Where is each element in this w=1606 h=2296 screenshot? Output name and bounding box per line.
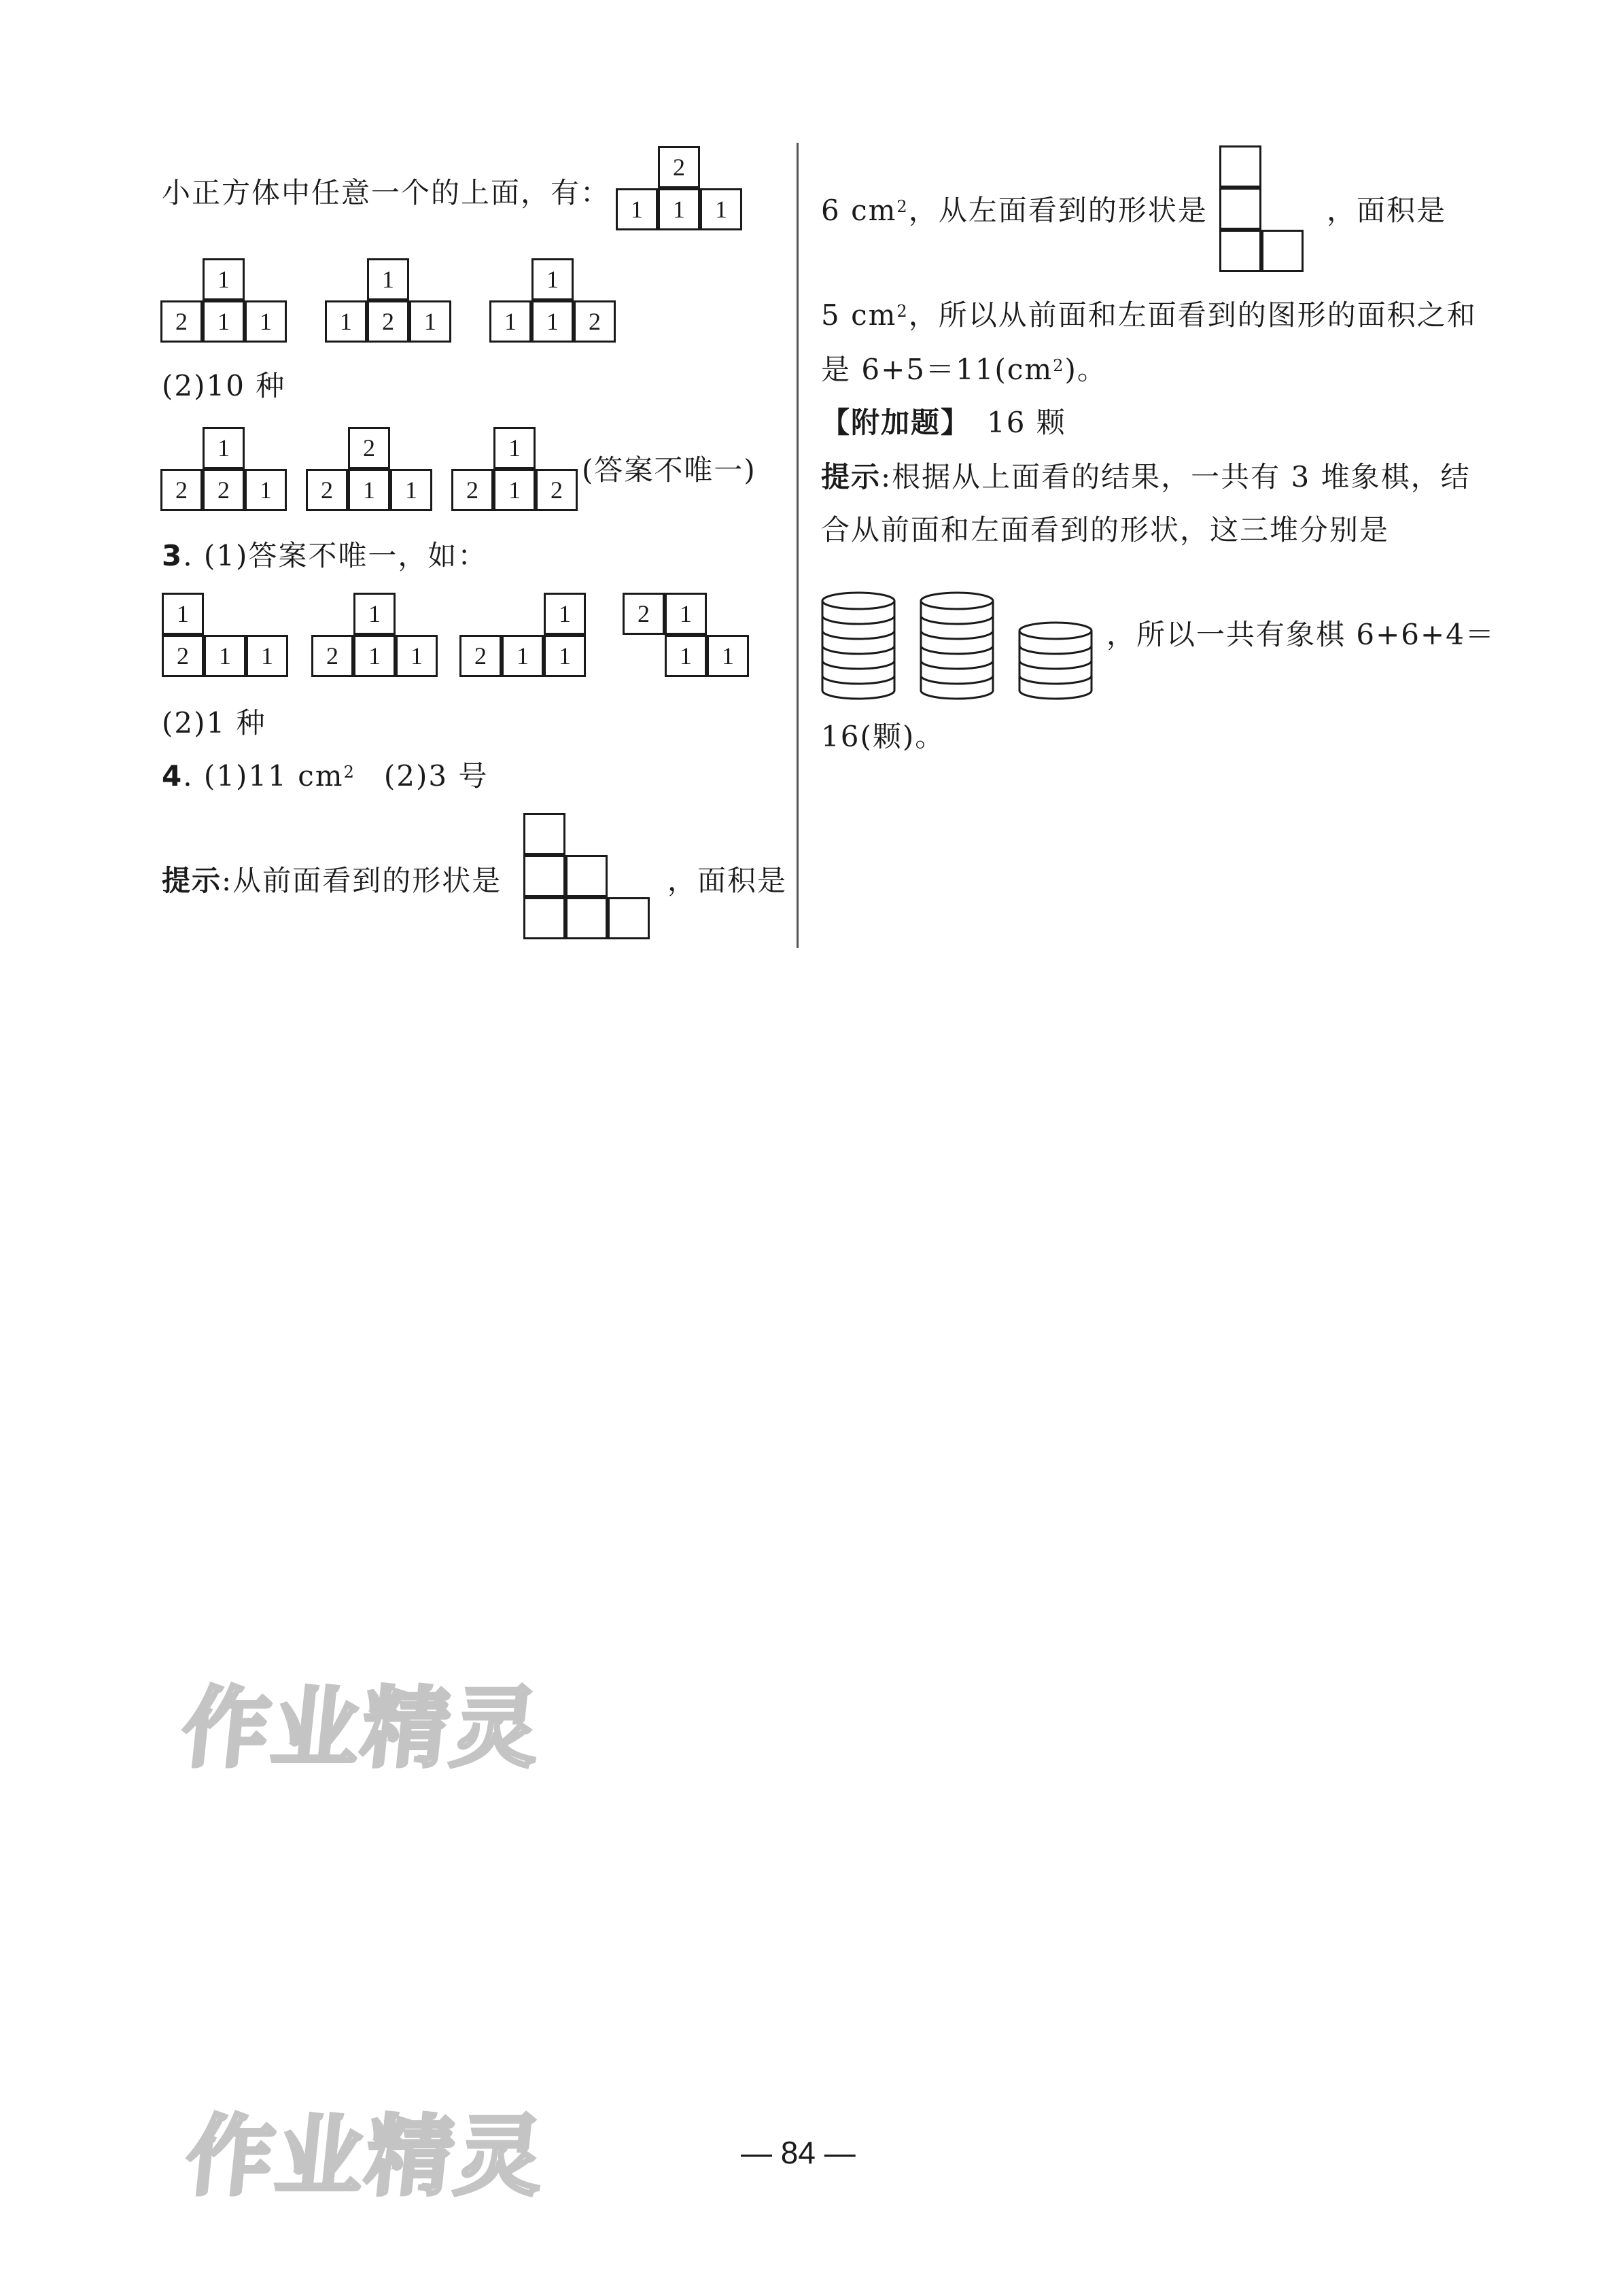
right-hint-line2: 合从前面和左面看到的形状，这三堆分别是 [821,513,1390,546]
note-text: (答案不唯一) [582,453,756,487]
right-line1-b: ，从左面看到的形状是 [908,194,1208,227]
chess-stacks [816,564,1108,700]
grid-cell: 1 [396,635,438,677]
grid-cell: 2 [536,469,578,511]
grid-cell: 2 [160,469,203,511]
q2-answer: (2)10 种 [162,369,286,402]
left-hint-end: ，面积是 [667,864,788,897]
q3-text: . (1)答案不唯一，如： [183,539,488,572]
grid-cell: 2 [451,469,493,511]
right-hint-label: 提示 [821,460,881,493]
left-hint-line [162,862,502,900]
grid-cell: 2 [311,635,353,677]
grid-cell: 1 [203,258,245,300]
chess-stack [1019,623,1092,699]
final-answer: 16(颗)。 [821,720,945,753]
bonus-label: 【附加题】 [821,406,971,439]
right-line1-sup: 2 [896,197,909,216]
grid-cell: 2 [459,635,502,677]
right-line3-sup: 2 [1053,356,1065,375]
grid-cell: 1 [204,635,246,677]
chess-stack [921,593,993,699]
bonus-answer: 16 颗 [987,406,1066,439]
right-line1-c: ，面积是 [1327,194,1447,227]
right-hint-line1 [821,458,1471,496]
grid-cell: 1 [493,427,536,469]
right-line3-b: )。 [1064,353,1107,386]
grid-cell: 2 [574,300,616,343]
grid-cell: 1 [502,635,544,677]
q3-number: 3 [162,539,184,572]
grid-cell: 1 [616,188,658,230]
grid-cell: 1 [665,593,707,635]
grid-cell: 1 [707,635,749,677]
grid-cell: 1 [367,258,409,300]
watermark-2: 作业精灵 [181,2106,551,2208]
column-divider [797,143,799,948]
bonus-line [821,404,1066,442]
grid-cell: 1 [390,469,432,511]
q4-part2: (2)3 号 [383,759,489,793]
q3-part2: (2)1 种 [162,706,266,740]
grid-cell: 1 [353,593,396,635]
grid-cell: 1 [531,258,574,300]
grid-cell: 1 [203,300,245,343]
right-line3-a: 是 6+5＝11(cm [821,353,1053,386]
chess-stack [822,593,894,699]
watermark-1: 作业精灵 [177,1678,547,1779]
grid-cell: 1 [245,300,287,343]
right-line1-a: 6 cm [821,194,897,227]
right-line2-sup: 2 [896,302,909,321]
grid-cell: 2 [160,300,203,343]
grid-cell: 1 [658,188,700,230]
grid-cell: 1 [544,635,586,677]
grid-cell: 2 [658,146,700,188]
page-number: — 84 — [741,2135,856,2170]
left-hint-label: 提示 [162,864,222,897]
grid-cell: 1 [348,469,390,511]
grid-cell: 2 [306,469,348,511]
right-line3 [821,351,1107,389]
grid-cell: 1 [162,593,204,635]
intro-text: 小正方体中任意一个的上面，有： [162,176,611,209]
grid-cell: 2 [203,469,245,511]
grid-cell: 2 [623,593,665,635]
right-line1 [821,192,1208,230]
q3-line [162,537,487,575]
q4-number: 4 [162,759,184,793]
q4-line [162,757,488,795]
grid-cell: 1 [203,427,245,469]
grid-cell: 1 [665,635,707,677]
grid-cell: 1 [531,300,574,343]
right-line2-b: ，所以从前面和左面看到的图形的面积之和 [908,298,1477,332]
grid-cell: 1 [246,635,288,677]
q4-sup: 2 [343,763,355,782]
grid-cell: 1 [700,188,742,230]
left-hint-text: :从前面看到的形状是 [222,864,502,897]
grid-cell: 1 [493,469,536,511]
right-hint-text1: :根据从上面看的结果，一共有 3 堆象棋，结 [881,460,1471,493]
q4-part1: . (1)11 cm [183,759,344,793]
right-line2 [821,296,1477,334]
grid-cell: 1 [544,593,586,635]
right-line2-a: 5 cm [821,298,897,332]
grid-cell: 1 [325,300,367,343]
grid-cell: 1 [245,469,287,511]
grid-cell: 2 [367,300,409,343]
stack-text: ，所以一共有象棋 6+6+4＝ [1106,618,1495,651]
grid-cell: 2 [162,635,204,677]
grid-cell: 1 [353,635,396,677]
grid-cell: 2 [348,427,390,469]
grid-cell: 1 [409,300,451,343]
grid-cell: 1 [489,300,531,343]
